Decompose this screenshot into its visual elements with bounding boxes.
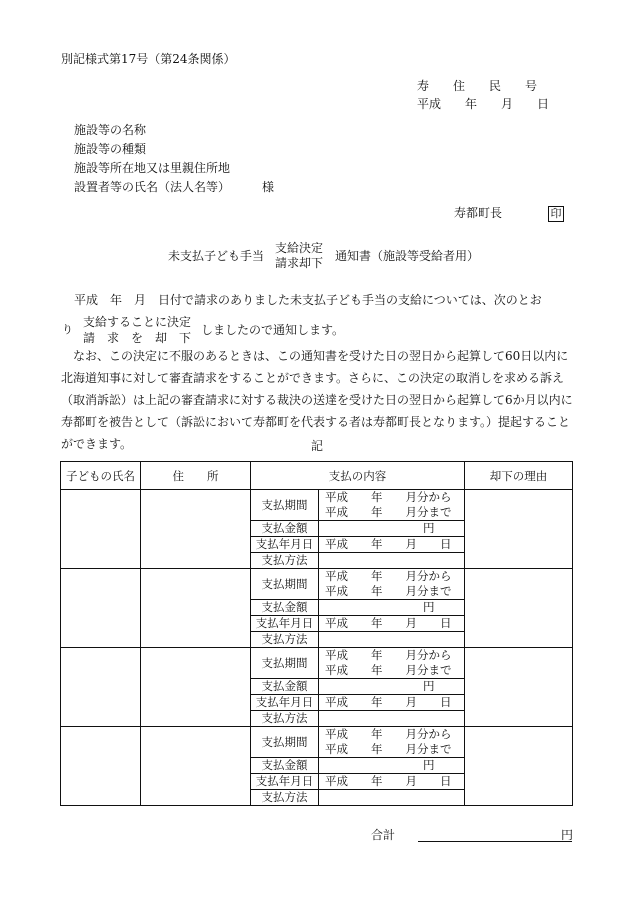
method-value[interactable] [319, 711, 465, 727]
table-row [61, 727, 573, 758]
date-label: 支払年月日 [251, 695, 319, 711]
period-label: 支払期間 [251, 727, 319, 758]
child-name-cell[interactable] [61, 648, 141, 727]
amount-value[interactable]: 円 [319, 521, 465, 537]
period-to: 平成 年 月分まで [325, 663, 452, 677]
founder-name-label: 設置者等の氏名（法人名等） [74, 180, 231, 194]
honorific: 様 [262, 180, 275, 194]
amount-label: 支払金額 [251, 758, 319, 774]
title-option-reject: 請求却下 [275, 256, 324, 270]
period-from: 平成 年 月分から [325, 727, 452, 741]
appeal-notice: なお、この決定に不服のあるときは、この通知書を受けた日の翌日から起算して60日以内に北海道知事に対して審査請求をすることができます。さらに、この決定の取消しを求める訴え（取消訴訟）は上記の審査請求に対する裁決の送達を受けた日の翌日から起算して6か月以内に寿都町を被告として（訴訟において寿都町を代表する者は寿都町長となります。）提起することができます。 [61, 349, 573, 451]
period-from: 平成 年 月分から [325, 648, 452, 662]
address-cell[interactable] [141, 569, 251, 648]
child-name-cell[interactable] [61, 569, 141, 648]
period-to: 平成 年 月分まで [325, 742, 452, 756]
title-suffix: 通知書（施設等受給者用） [335, 249, 480, 263]
facility-type-label: 施設等の種類 [74, 142, 147, 156]
amount-label: 支払金額 [251, 679, 319, 695]
payment-table [60, 461, 573, 806]
body-option-reject: 請 求 を 却 下 [83, 331, 192, 345]
date-label: 支払年月日 [251, 774, 319, 790]
address-cell[interactable] [141, 490, 251, 569]
table-row [61, 648, 573, 679]
amount-label: 支払金額 [251, 521, 319, 537]
body-line2-prefix: り [62, 323, 73, 336]
facility-address-label: 施設等所在地又は里親住所地 [74, 161, 231, 175]
period-label: 支払期間 [251, 569, 319, 600]
address-cell[interactable] [141, 727, 251, 806]
header-address: 住 所 [141, 462, 251, 490]
body-line1: 平成 年 月 日付で請求のありました未支払子ども手当の支給については、次のとお [74, 293, 542, 307]
date-label: 支払年月日 [251, 537, 319, 553]
method-value[interactable] [319, 790, 465, 806]
facility-name-label: 施設等の名称 [74, 123, 147, 137]
issuer-title: 寿都町長 [454, 206, 503, 220]
method-label: 支払方法 [251, 790, 319, 806]
rejection-reason-cell[interactable] [465, 490, 573, 569]
date-value[interactable]: 平成 年 月 日 [319, 537, 465, 553]
body-option-pay: 支給することに決定 [83, 315, 192, 329]
period-to: 平成 年 月分まで [325, 505, 452, 519]
method-value[interactable] [319, 632, 465, 648]
address-cell[interactable] [141, 648, 251, 727]
table-row [61, 490, 573, 521]
issue-date: 平成 年 月 日 [417, 97, 550, 111]
total-amount-line[interactable] [418, 841, 572, 842]
document-number: 寿 住 民 号 [417, 79, 538, 93]
period-label: 支払期間 [251, 648, 319, 679]
period-value[interactable] [319, 648, 465, 679]
ki-mark: 記 [311, 439, 324, 453]
table-row [61, 569, 573, 600]
amount-value[interactable]: 円 [319, 758, 465, 774]
child-name-cell[interactable] [61, 490, 141, 569]
method-label: 支払方法 [251, 553, 319, 569]
header-child-name: 子どもの氏名 [61, 462, 141, 490]
amount-value[interactable]: 円 [319, 600, 465, 616]
rejection-reason-cell[interactable] [465, 569, 573, 648]
date-value[interactable]: 平成 年 月 日 [319, 695, 465, 711]
total-unit: 円 [561, 828, 574, 842]
amount-value[interactable]: 円 [319, 679, 465, 695]
child-name-cell[interactable] [61, 727, 141, 806]
method-label: 支払方法 [251, 632, 319, 648]
seal-mark: 印 [548, 206, 564, 222]
period-from: 平成 年 月分から [325, 569, 452, 583]
rejection-reason-cell[interactable] [465, 727, 573, 806]
form-id: 別記様式第17号（第24条関係） [61, 52, 236, 66]
period-value[interactable] [319, 569, 465, 600]
title-prefix: 未支払子ども手当 [168, 249, 265, 263]
title-option-decision: 支給決定 [275, 241, 324, 255]
period-value[interactable] [319, 490, 465, 521]
date-value[interactable]: 平成 年 月 日 [319, 616, 465, 632]
header-rejection-reason: 却下の理由 [465, 462, 573, 490]
amount-label: 支払金額 [251, 600, 319, 616]
method-label: 支払方法 [251, 711, 319, 727]
header-payment-details: 支払の内容 [251, 462, 465, 490]
date-label: 支払年月日 [251, 616, 319, 632]
method-value[interactable] [319, 553, 465, 569]
total-label: 合計 [371, 828, 396, 842]
period-to: 平成 年 月分まで [325, 584, 452, 598]
period-from: 平成 年 月分から [325, 490, 452, 504]
date-value[interactable]: 平成 年 月 日 [319, 774, 465, 790]
rejection-reason-cell[interactable] [465, 648, 573, 727]
table-header-row [61, 462, 573, 490]
period-label: 支払期間 [251, 490, 319, 521]
body-line2-suffix: しましたので通知します。 [201, 323, 345, 337]
period-value[interactable] [319, 727, 465, 758]
